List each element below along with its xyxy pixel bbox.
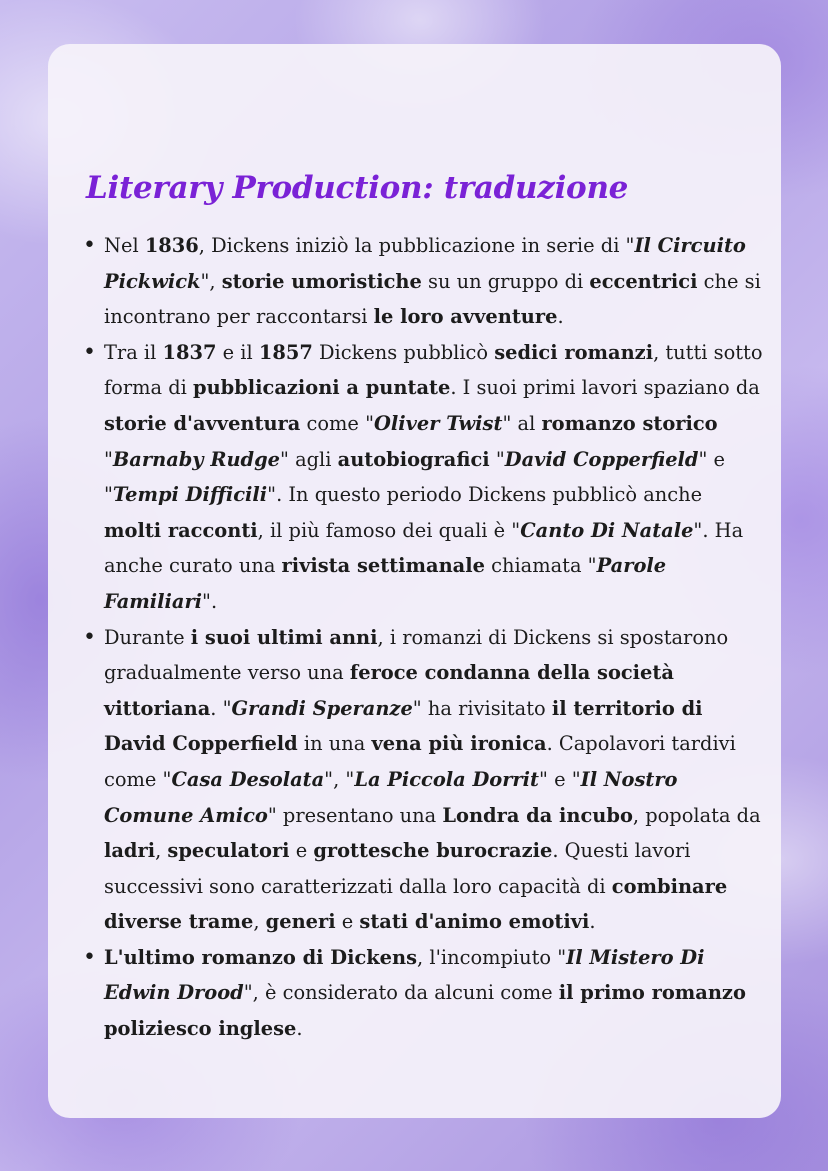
body-text: " e " bbox=[104, 447, 726, 507]
bold-text: storie umoristiche bbox=[221, 269, 422, 293]
bold-text: ladri bbox=[104, 839, 156, 863]
title-text: Canto Di Natale bbox=[520, 518, 694, 542]
body-text: . I suoi primi lavori spaziano da bbox=[450, 376, 760, 400]
body-text: . bbox=[589, 910, 596, 934]
body-text: ", è considerato da alcuni come bbox=[243, 981, 559, 1005]
body-text: " al bbox=[502, 411, 542, 435]
page-title: Literary Production: traduzione bbox=[86, 170, 629, 206]
bold-text: rivista settimanale bbox=[281, 554, 485, 578]
body-text: ". bbox=[202, 589, 218, 613]
body-text: " agli bbox=[280, 447, 338, 471]
bold-text: eccentrici bbox=[589, 269, 698, 293]
body-text: su un gruppo di bbox=[421, 269, 590, 293]
bullet-list bbox=[84, 228, 764, 1047]
bold-text: vena più ironica bbox=[371, 732, 547, 756]
bold-text: Londra da incubo bbox=[442, 803, 633, 827]
body-text: e bbox=[289, 839, 314, 863]
body-text: " bbox=[489, 447, 505, 471]
bold-text: pubblicazioni a puntate bbox=[193, 376, 451, 400]
content-card bbox=[48, 44, 781, 1118]
bold-text: 1836 bbox=[144, 234, 199, 257]
title-text: Grandi Speranze bbox=[231, 696, 413, 720]
body-text: , Dickens iniziò la pubblicazione in serie di " bbox=[198, 234, 635, 257]
body-text: ", " bbox=[324, 767, 355, 791]
bold-text: molti racconti bbox=[104, 518, 258, 542]
body-text: " presentano una bbox=[267, 803, 443, 827]
list-item bbox=[84, 228, 764, 335]
body-text: in una bbox=[297, 732, 372, 756]
bullet-icon: • bbox=[83, 339, 96, 365]
body-text: Durante bbox=[104, 625, 191, 649]
body-text: ". Ha anche curato una bbox=[104, 518, 744, 578]
body-text: . Capolavori tardivi come " bbox=[104, 732, 736, 791]
bold-text: i suoi ultimi anni bbox=[190, 625, 378, 649]
title-text: Il Mistero Di Edwin Drood bbox=[104, 945, 705, 1005]
bullet-icon: • bbox=[83, 624, 96, 650]
title-text: Parole Familiari bbox=[104, 554, 667, 613]
body-text: , bbox=[253, 910, 266, 934]
body-text: e bbox=[335, 910, 360, 934]
title-text: David Copperfield bbox=[504, 447, 699, 471]
body-text: Dickens pubblicò bbox=[312, 340, 495, 364]
bold-text: 1837 bbox=[162, 340, 217, 364]
body-text: e il bbox=[216, 340, 259, 364]
body-text: . Questi lavori successivi sono caratterizzati dalla loro capacità di bbox=[104, 839, 691, 898]
bold-text: L'ultimo romanzo di Dickens bbox=[104, 945, 418, 969]
list-item bbox=[84, 940, 764, 1047]
title-text: Barnaby Rudge bbox=[112, 447, 280, 471]
body-text: come " bbox=[300, 411, 374, 435]
body-text: . " bbox=[210, 696, 232, 720]
bold-text: le loro avventure bbox=[373, 305, 558, 329]
body-text: , popolata da bbox=[632, 803, 761, 827]
bold-text: speculatori bbox=[167, 839, 290, 863]
body-text: " bbox=[104, 447, 113, 471]
body-text: ". In questo periodo Dickens pubblicò anche bbox=[267, 483, 703, 507]
bold-text: stati d'animo emotivi bbox=[359, 910, 590, 934]
list-item bbox=[84, 335, 764, 620]
title-text: La Piccola Dorrit bbox=[354, 767, 539, 791]
bold-text: storie d'avventura bbox=[104, 411, 301, 435]
bold-text: romanzo storico bbox=[541, 411, 718, 435]
title-text: Il Nostro Comune Amico bbox=[104, 767, 678, 827]
body-text: , il più famoso dei quali è " bbox=[257, 518, 521, 542]
body-text: ", bbox=[200, 269, 222, 293]
bold-text: autobiografici bbox=[337, 447, 490, 471]
body-text: . bbox=[296, 1017, 303, 1041]
bold-text: feroce condanna della società vittoriana bbox=[104, 661, 674, 720]
title-text: Oliver Twist bbox=[374, 411, 503, 435]
body-text: Nel bbox=[104, 234, 145, 257]
body-text: , l'incompiuto " bbox=[417, 945, 567, 969]
body-text: . bbox=[557, 305, 564, 329]
body-text: " ha rivisitato bbox=[412, 696, 552, 720]
title-text: Tempi Difficili bbox=[112, 483, 268, 507]
body-text: , i romanzi di Dickens si spostarono gradualmente verso una bbox=[104, 625, 729, 685]
bold-text: generi bbox=[265, 910, 336, 934]
body-text: , bbox=[155, 839, 168, 863]
body-text: " e " bbox=[538, 767, 581, 791]
bold-text: 1857 bbox=[258, 340, 313, 364]
bullet-icon: • bbox=[83, 944, 96, 970]
bullet-icon: • bbox=[83, 233, 96, 258]
bold-text: grottesche burocrazie bbox=[313, 839, 553, 863]
bold-text: sedici romanzi bbox=[494, 340, 654, 364]
bold-text: il territorio di David Copperfield bbox=[104, 696, 703, 756]
bold-text: il primo romanzo poliziesco inglese bbox=[104, 981, 746, 1041]
body-text: che si incontrano per raccontarsi bbox=[104, 269, 761, 329]
bold-text: combinare diverse trame bbox=[104, 874, 728, 934]
body-text: chiamata " bbox=[484, 554, 597, 578]
list-item bbox=[84, 620, 764, 940]
body-text: , tutti sotto forma di bbox=[104, 340, 763, 400]
title-text: Il Circuito Pickwick bbox=[104, 234, 746, 293]
body-text: Tra il bbox=[104, 340, 163, 364]
title-text: Casa Desolata bbox=[171, 767, 325, 791]
